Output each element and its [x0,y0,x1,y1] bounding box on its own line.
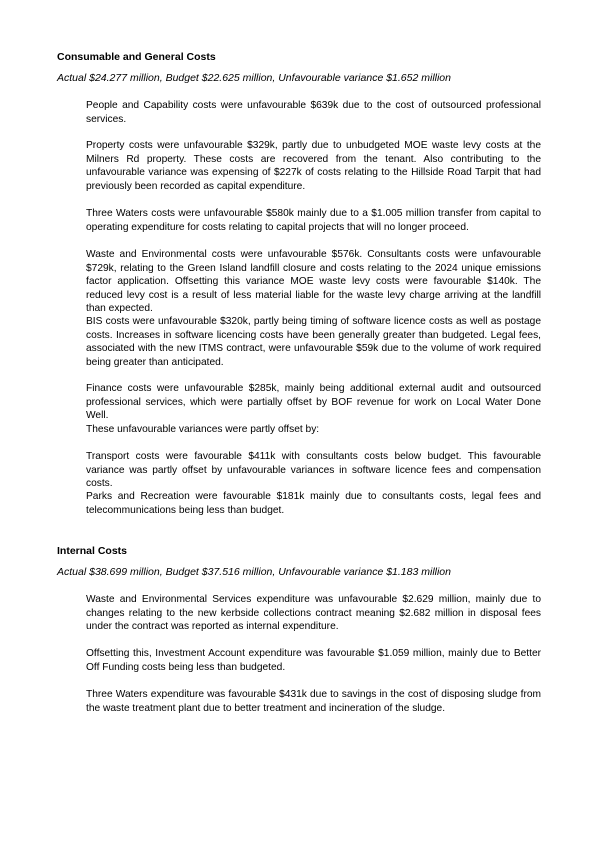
paragraph-parks-recreation: Parks and Recreation were favourable $181k mainly due to consultants costs, legal fees and telecommunications being less than budget. [86,491,541,516]
paragraph-finance-costs: Finance costs were unfavourable $285k, mainly being additional external audit and outsourced professional services, which were partially offset by BOF revenue for work on Local Water Done Well. [86,383,541,422]
paragraph-transport-costs: Transport costs were favourable $411k with consultants costs below budget. This favourable variance was partly offset by unfavourable variances in software licence fees and compensation costs. [86,451,541,490]
section-summary-internal-costs: Actual $38.699 million, Budget $37.516 million, Unfavourable variance $1.183 million [57,566,451,578]
paragraph-property-costs: Property costs were unfavourable $329k, partly due to unbudgeted MOE waste levy costs at the Milners Rd property. These costs are recovered from the tenant. Also contributing to the unfavourable variance was expensing of $227k of costs relating to the Hillside Road Tarpit that had previously been recorded as capital expenditure. [86,140,541,192]
section-summary-consumable-general-costs: Actual $24.277 million, Budget $22.625 million, Unfavourable variance $1.652 million [57,72,451,84]
section-heading-internal-costs: Internal Costs [57,545,128,557]
paragraph-waste-environmental-costs: Waste and Environmental costs were unfavourable $576k. Consultants costs were unfavourable $729k, relating to the Green Island landfill closure and costs relating to the 2024 unique emissions factor application. Offsetting this variance MOE waste levy costs were favourable $140k. The reduced levy cost is a result of less material liable for the waste levy charge arriving at the landfill than expected. [86,249,541,315]
paragraph-people-capability: People and Capability costs were unfavourable $639k due to the cost of outsourced professional services. [86,100,541,125]
paragraph-investment-account: Offsetting this, Investment Account expenditure was favourable $1.059 million, mainly due to Better Off Funding costs being less than budgeted. [86,648,541,673]
paragraph-waste-environmental-services: Waste and Environmental Services expenditure was unfavourable $2.629 million, mainly due to changes relating to the new kerbside collections contract meaning $2.682 million in disposal fees under the contract was reported as internal expenditure. [86,594,541,633]
section-heading-consumable-general-costs: Consumable and General Costs [57,51,216,63]
paragraph-three-waters-costs: Three Waters costs were unfavourable $580k mainly due to a $1.005 million transfer from capital to operating expenditure for costs relating to capital projects that will no longer proceed. [86,208,541,233]
paragraph-three-waters-expenditure: Three Waters expenditure was favourable $431k due to savings in the cost of disposing sludge from the waste treatment plant due to better treatment and incineration of the sludge. [86,689,541,714]
paragraph-offset-intro: These unfavourable variances were partly offset by: [86,424,320,435]
paragraph-bis-costs: BIS costs were unfavourable $320k, partly being timing of software licence costs as well as postage costs. Increases in software licencing costs have been generally greater than budgeted. Legal fees, associated with the new ITMS contract, were unfavourable $59k due to the volume of work required being greater than anticipated. [86,316,541,368]
